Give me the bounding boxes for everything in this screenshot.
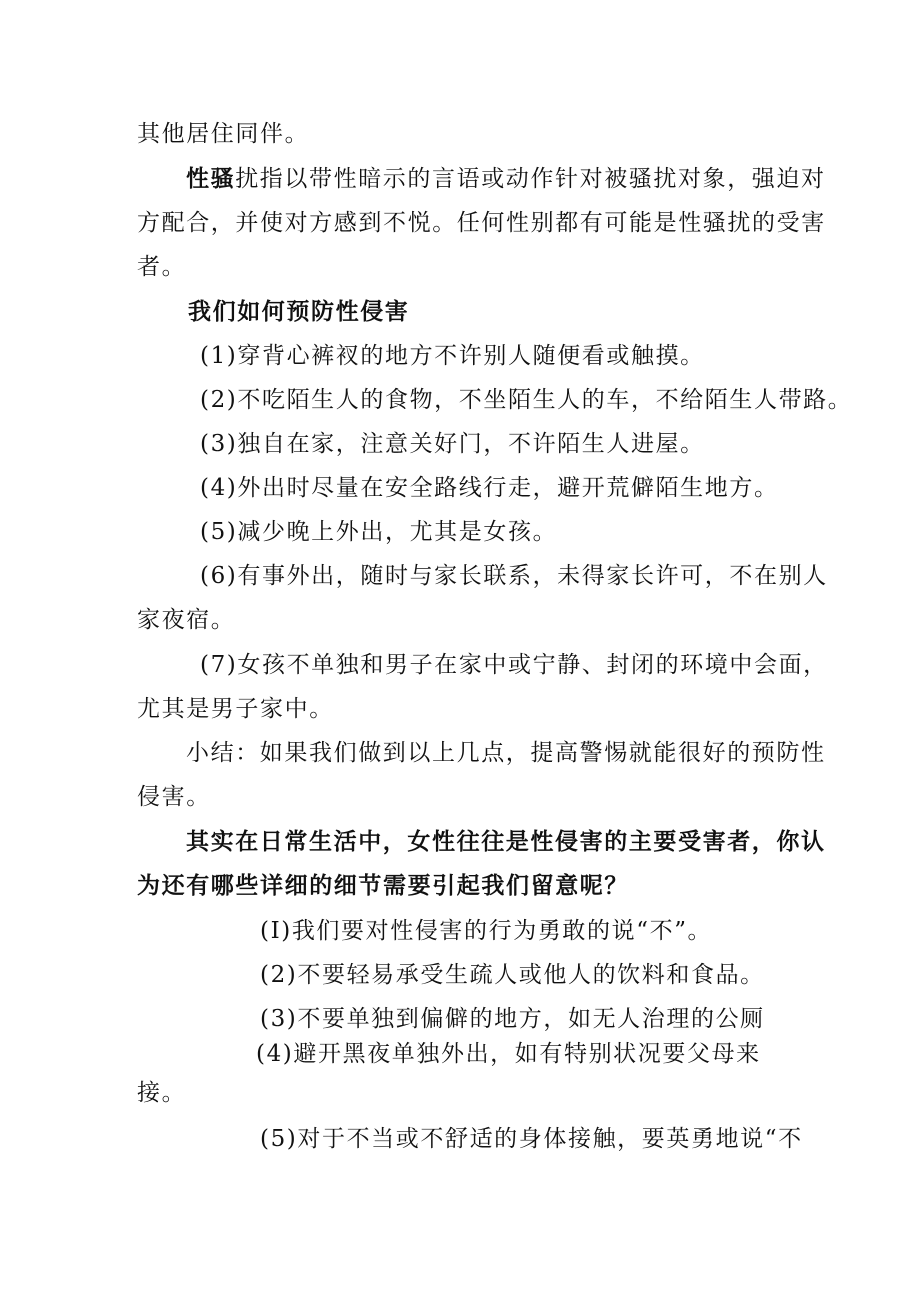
answer-item-3: (3)不要单独到偏僻的地方，如无人治理的公厕 [260, 1006, 765, 1032]
answer-item-1: (I)我们要对性侵害的行为勇敢的说“不”。 [260, 918, 713, 944]
harassment-term: 性骚 [186, 166, 236, 192]
answer-item-4: (4)避开黑夜单独外出，如有特别状况要父母来 [256, 1041, 761, 1067]
answer-item-4-continued: 接。 [137, 1080, 187, 1106]
harassment-definition-line-3: 者。 [137, 254, 187, 280]
prevention-item-3: (3)独自在家，注意关好门，不许陌生人进屋。 [200, 431, 705, 457]
prevention-item-6: (6)有事外出，随时与家长联系，未得家长许可，不在别人 [200, 563, 828, 589]
question-line-2: 为还有哪些详细的细节需要引起我们留意呢？ [137, 873, 629, 899]
prevention-item-4: (4)外出时尽量在安全路线行走，避开荒僻陌生地方。 [200, 475, 779, 501]
harassment-definition-text: 扰指以带性暗示的言语或动作针对被骚扰对象，强迫对 [235, 166, 826, 192]
prevention-item-7: (7)女孩不单独和男子在家中或宁静、封闭的环境中会面， [200, 652, 828, 678]
intro-tail-line: 其他居住同伴。 [137, 121, 310, 147]
prevention-item-6-continued: 家夜宿。 [137, 607, 236, 633]
answer-item-2: (2)不要轻易承受生疏人或他人的饮料和食品。 [260, 962, 765, 988]
prevention-item-2: (2)不吃陌生人的食物，不坐陌生人的车，不给陌生人带路。 [200, 387, 853, 413]
summary-line-2: 侵害。 [137, 784, 211, 810]
answer-item-5: (5)对于不当或不舒适的身体接触，要英勇地说“不 [260, 1126, 803, 1152]
summary-line-1: 小结：如果我们做到以上几点，提高警惕就能很好的预防性 [186, 740, 826, 766]
harassment-definition-line-1 [186, 163, 826, 195]
harassment-definition-line-2: 方配合，并使对方感到不悦。任何性别都有可能是性骚扰的受害 [137, 210, 826, 236]
prevention-heading: 我们如何预防性侵害 [188, 299, 410, 325]
prevention-item-5: (5)减少晚上外出，尤其是女孩。 [200, 519, 558, 545]
question-line-1: 其实在日常生活中，女性往往是性侵害的主要受害者，你认 [186, 829, 826, 855]
prevention-item-1: (1)穿背心裤衩的地方不许别人随便看或触摸。 [200, 343, 705, 369]
prevention-item-7-continued: 尤其是男子家中。 [137, 696, 334, 722]
